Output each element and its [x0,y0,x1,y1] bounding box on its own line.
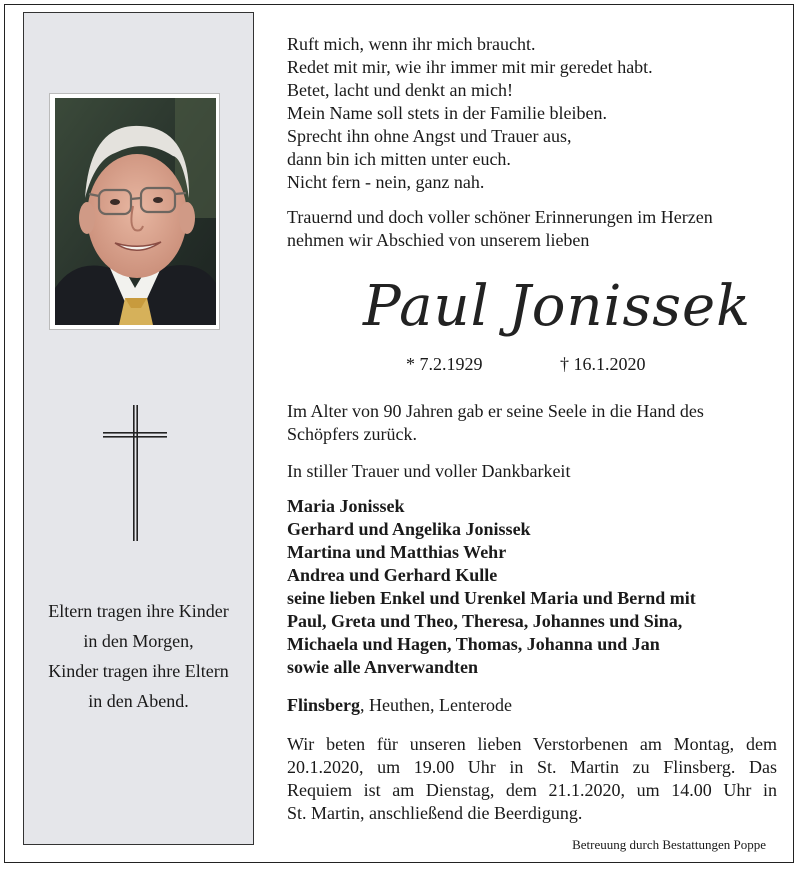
age-text [287,400,777,446]
sidebar-quote-line: in den Abend. [88,691,189,711]
poem-line: Nicht fern - nein, ganz nah. [287,172,485,192]
place-rest: , Heuthen, Lenterode [360,695,512,715]
intro-text [287,206,777,252]
death-date: † 16.1.2020 [560,354,646,374]
family-list [287,495,777,679]
poem-line: Mein Name soll stets in der Familie bleiben. [287,103,607,123]
sidebar-quote-line: in den Morgen, [83,631,194,651]
family-line: Martina und Matthias Wehr [287,542,507,562]
sidebar-quote-line: Eltern tragen ihre Kinder [48,601,229,621]
poem [287,33,777,194]
birth-date: * 7.2.1929 [406,354,483,374]
family-line: Maria Jonissek [287,496,405,516]
poem-line: Betet, lacht und denkt an mich! [287,80,513,100]
places [287,694,777,717]
poem-line: Ruft mich, wenn ihr mich braucht. [287,34,536,54]
cross-icon [103,405,167,541]
poem-line: dann bin ich mitten unter euch. [287,149,511,169]
place-main: Flinsberg [287,695,361,715]
age-line: Im Alter von 90 Jahren gab er seine Seele in die Hand des [287,401,704,421]
family-line: seine lieben Enkel und Urenkel Maria und Bernd mit [287,588,696,608]
family-line: Paul, Greta und Theo, Theresa, Johannes und Sina, [287,611,683,631]
sidebar-quote-line: Kinder tragen ihre Eltern [48,661,229,681]
announcement-line: Requiem ist am Dienstag, dem 21.1.2020, um 14.00 Uhr in [287,780,777,800]
sidebar-quote [23,596,254,716]
intro-line: Trauernd und doch voller schöner Erinnerungen im Herzen [287,207,713,227]
announcement-line: Wir beten für unseren lieben Verstorbenen am Montag, dem [287,734,777,754]
grief-line: In stiller Trauer und voller Dankbarkeit [287,461,571,481]
family-line: Andrea und Gerhard Kulle [287,565,498,585]
announcement-line: 20.1.2020, um 19.00 Uhr in St. Martin zu Flinsberg. Das [287,757,777,777]
portrait-photo [49,93,220,330]
family-line: sowie alle Anverwandten [287,657,478,677]
family-line: Gerhard und Angelika Jonissek [287,519,531,539]
intro-line: nehmen wir Abschied von unserem lieben [287,230,590,250]
service-announcement [287,733,777,825]
deceased-name: Paul Jonissek [363,274,752,339]
age-line: Schöpfers zurück. [287,424,417,444]
funeral-home-credit: Betreuung durch Bestattungen Poppe [572,837,766,852]
poem-line: Redet mit mir, wie ihr immer mit mir geredet habt. [287,57,653,77]
poem-line: Sprecht ihn ohne Angst und Trauer aus, [287,126,572,146]
announcement-line: St. Martin, anschließend die Beerdigung. [287,803,583,823]
family-line: Michaela und Hagen, Thomas, Johanna und Jan [287,634,660,654]
